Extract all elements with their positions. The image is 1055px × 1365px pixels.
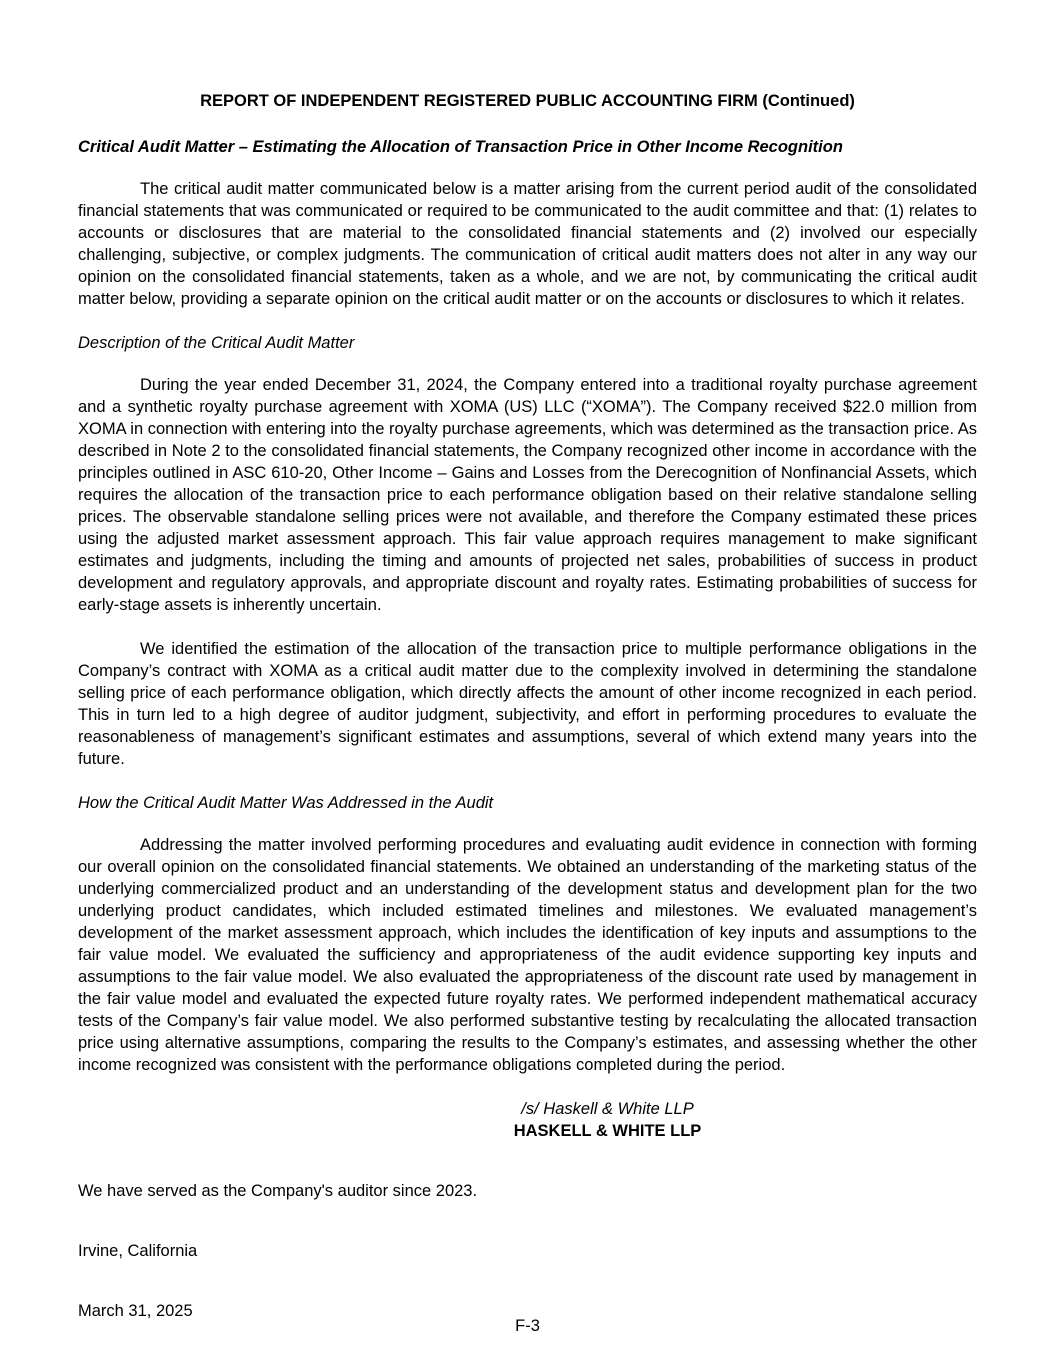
report-date: March 31, 2025 [78,1302,193,1320]
critical-audit-matter-heading: Critical Audit Matter – Estimating the Allocation of Transaction Price in Other Income Recognition [78,138,843,156]
signature-s-slash: /s/ Haskell & White LLP [521,1100,694,1118]
addressed-heading: How the Critical Audit Matter Was Addressed in the Audit [78,794,494,812]
signature-block [238,1098,977,1142]
report-title: REPORT OF INDEPENDENT REGISTERED PUBLIC ACCOUNTING FIRM (Continued) [200,92,855,110]
description-paragraph-2: We identified the estimation of the allocation of the transaction price to multiple performance obligations in the Company’s contract with XOMA as a critical audit matter due to the complexity involved in determining the standalone selling price of each performance obligation, which directly affects the amount of other income recognized in each period. This in turn led to a high degree of auditor judgment, subjectivity, and effort in performing procedures to evaluate the reasonableness of management’s significant estimates and assumptions, several of which extend many years into the future. [78,640,977,768]
description-heading: Description of the Critical Audit Matter [78,334,355,352]
auditor-tenure-statement: We have served as the Company's auditor since 2023. [78,1182,478,1200]
intro-paragraph: The critical audit matter communicated below is a matter arising from the current period audit of the consolidated financial statements that was communicated or required to be communicated to the audit committee and that: (1) relates to accounts or disclosures that are material to the consolidated financial statements and (2) involved our especially challenging, subjective, or complex judgments. The communication of critical audit matters does not alter in any way our opinion on the consolidated financial statements, taken as a whole, and we are not, by communicating the critical audit matter below, providing a separate opinion on the critical audit matter or on the accounts or disclosures to which it relates. [78,180,977,308]
page-number: F-3 [515,1317,540,1335]
auditor-location: Irvine, California [78,1242,198,1260]
signature-firm-name: HASKELL & WHITE LLP [513,1122,702,1140]
addressed-paragraph: Addressing the matter involved performing procedures and evaluating audit evidence in connection with forming our overall opinion on the consolidated financial statements. We obtained an understanding of the marketing status of the underlying commercialized product and an understanding of the development status and development plan for the two underlying product candidates, which included estimated timelines and milestones. We evaluated management’s development of the market assessment approach, which includes the identification of key inputs and assumptions to the fair value model. We evaluated the sufficiency and appropriateness of the audit evidence supporting key inputs and assumptions to the fair value model. We also evaluated the appropriateness of the discount rate used by management in the fair value model and evaluated the expected future royalty rates. We performed independent mathematical accuracy tests of the Company’s fair value model. We also performed substantive testing by recalculating the allocated transaction price using alternative assumptions, comparing the results to the Company’s estimates, and assessing whether the other income recognized was consistent with the performance obligations completed during the period. [78,836,977,1074]
description-paragraph-1: During the year ended December 31, 2024, the Company entered into a traditional royalty purchase agreement and a synthetic royalty purchase agreement with XOMA (US) LLC (“XOMA”). The Company received $22.0 million from XOMA in connection with entering into the royalty purchase agreements, which was determined as the transaction price. As described in Note 2 to the consolidated financial statements, the Company recognized other income in accordance with the principles outlined in ASC 610-20, Other Income – Gains and Losses from the Derecognition of Nonfinancial Assets, which requires the allocation of the transaction price to each performance obligation based on their relative standalone selling prices. The observable standalone selling prices were not available, and therefore the Company estimated these prices using the adjusted market assessment approach. This fair value approach requires management to make significant estimates and judgments, including the timing and amounts of projected net sales, probabilities of success in product development and regulatory approvals, and appropriate discount and royalty rates. Estimating probabilities of success for early-stage assets is inherently uncertain. [78,376,977,614]
